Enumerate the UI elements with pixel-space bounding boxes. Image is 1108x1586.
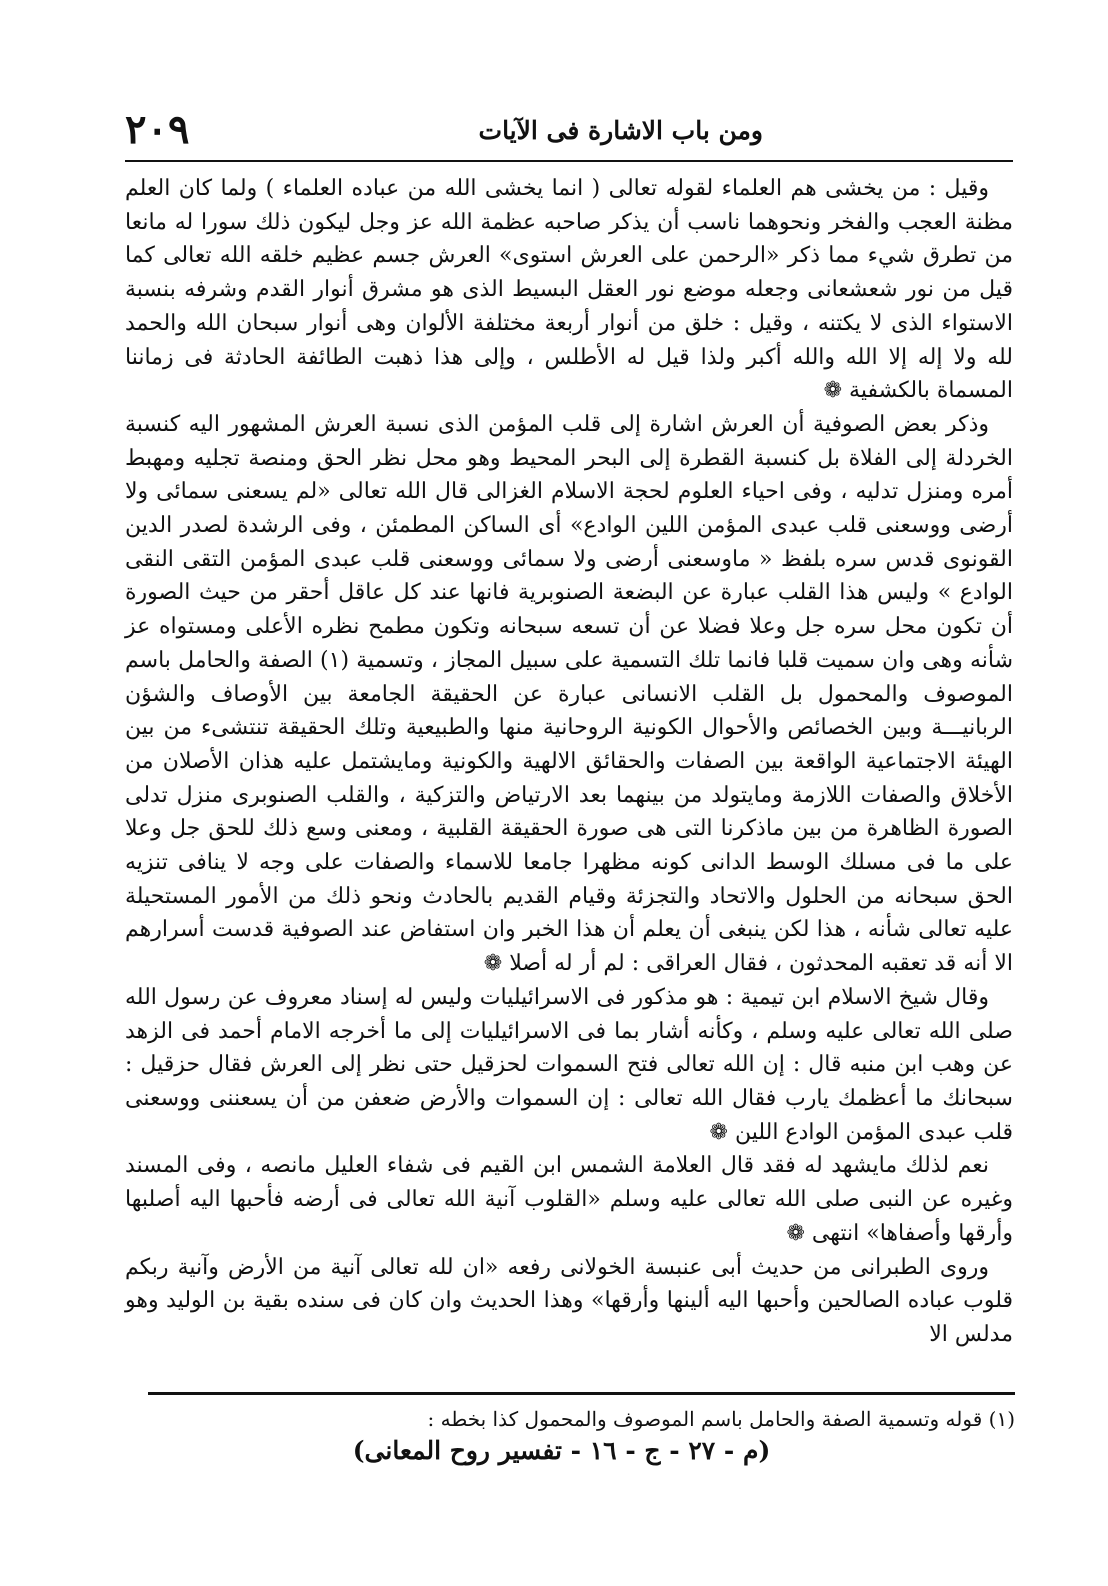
paragraph-2: وذكر بعض الصوفية أن العرش اشارة إلى قلب المؤمن الذى نسبة العرش المشهور اليه كنسبة الخردلة إلى الفلاة بل كنسبة القطرة إلى البحر المحيط وهو محل نظر الحق ومنصة تجليه ومهبط أمره ومنزل تدليه ، وفى احياء العلوم لحجة الاسلام الغزالى قال الله تعالى «لم يسعنى سمائى ولا أرضى ووسعنى قلب عبدى المؤمن اللين الوادع» أى الساكن المطمئن ، وفى الرشدة لصدر الدين القونوى قدس سره بلفظ « ماوسعنى أرضى ولا سمائى ووسعنى قلب عبدى المؤمن التقى النقى الوادع » وليس هذا القلب عبارة عن البضعة الصنوبرية فانها عند كل عاقل أحقر من حيث الصورة أن تكون محل سره جل وعلا فضلا عن أن تسعه سبحانه وتكون مطمح نظره الأعلى ومستواه عز شأنه وهى وان سميت قلبا فانما تلك التسمية على سبيل المجاز ، وتسمية (١) الصفة والحامل باسم الموصوف والمحمول بل القلب الانسانى عبارة عن الحقيقة الجامعة بين الأوصاف والشؤن الربانيـــة وبين الخصائص والأحوال الكونية الروحانية منها والطبيعية وتلك الحقيقة تنتشىء من بين الهيئة الاجتماعية الواقعة بين الصفات والحقائق الالهية والكونية ومايشتمل عليه هذان الأصلان من الأخلاق والصفات اللازمة ومايتولد من بينهما بعد الارتياض والتزكية ، والقلب الصنوبرى منزل تدلى الصورة الظاهرة من بين ماذكرنا التى هى صورة الحقيقة القلبية ، ومعنى وسع ذلك للحق جل وعلا على ما فى مسلك الوسط الدانى كونه مظهرا جامعا للاسماء والصفات على وجه لا ينافى تنزيه الحق سبحانه من الحلول والاتحاد والتجزئة وقيام القديم بالحادث ونحو ذلك من الأمور المستحيلة عليه تعالى شأنه ، هذا لكن ينبغى أن يعلم أن هذا الخبر وان استفاض عند الصوفية قدست أسرارهم الا أنه قد تعقبه المحدثون ، فقال العراقى : لم أر له أصلا ❁ [125, 411, 1014, 977]
paragraph-3: وقال شيخ الاسلام ابن تيمية : هو مذكور فى الاسرائيليات وليس له إسناد معروف عن رسول الله صلى الله تعالى عليه وسلم ، وكأنه أشار بما فى الاسرائيليات إلى ما أخرجه الامام أحمد فى الزهد عن وهب ابن منبه قال : إن الله تعالى فتح السموات لحزقيل حتى نظر إلى العرش فقال حزقيل : سبحانك ما أعظمك يارب فقال الله تعالى : إن السموات والأرض ضعفن من أن يسعننى ووسعنى قلب عبدى المؤمن الوادع اللين ❁ [125, 984, 1013, 1145]
paragraph-1: وقيل : من يخشى هم العلماء لقوله تعالى ( انما يخشى الله من عباده العلماء ) ولما كان العلم مظنة العجب والفخر ونحوهما ناسب أن يذكر صاحبه عظمة الله عز وجل ليكون ذلك سورا له مانعا من تطرق شيء مما ذكر «الرحمن على العرش استوى» العرش جسم عظيم خلقه الله تعالى كما قيل من نور شعشعانى وجعله موضع نور العقل البسيط الذى هو مشرق أنوار القدم وشرفه بنسبة الاستواء الذى لا يكتنه ، وقيل : خلق من أنوار أربعة مختلفة الألوان وهى أنوار سبحان الله والحمد لله ولا إله إلا الله والله أكبر ولذا قيل له الأطلس ، وإلى هذا ذهبت الطائفة الحادثة فى زماننا المسماة بالكشفية ❁ [125, 176, 1014, 404]
paragraph-4: نعم لذلك مايشهد له فقد قال العلامة الشمس ابن القيم فى شفاء العليل مانصه ، وفى المسند وغيره عن النبى صلى الله تعالى عليه وسلم «القلوب آنية الله تعالى فى أرضه فأحبها اليه أصلبها وأرقها وأصفاها» انتهى ❁ [125, 1153, 1013, 1246]
running-title: ومن باب الاشارة فى الآيات [478, 116, 763, 145]
printer-signature [148, 1436, 1015, 1465]
footnote-divider [148, 1392, 1015, 1395]
main-text [125, 172, 1013, 1352]
page-number: ٢٠٩ [125, 106, 190, 153]
footnote: (١) قوله وتسمية الصفة والحامل باسم الموصوف والمحمول كذا بخطه : [427, 1407, 1015, 1431]
paragraph-5: وروى الطبرانى من حديث أبى عنبسة الخولانى رفعه «ان لله تعالى آنية من الأرض وآنية ربكم قلوب عباده الصالحين وأحبها اليه ألينها وأرقها» وهذا الحديث وان كان فى سنده بقية بن الوليد وهو مدلس الا [125, 1254, 1013, 1347]
header-divider [125, 160, 1013, 162]
signature-text: (م - ٢٧ - ج - ١٦ - تفسير روح المعانى) [352, 1436, 771, 1465]
page-header [125, 106, 1013, 156]
